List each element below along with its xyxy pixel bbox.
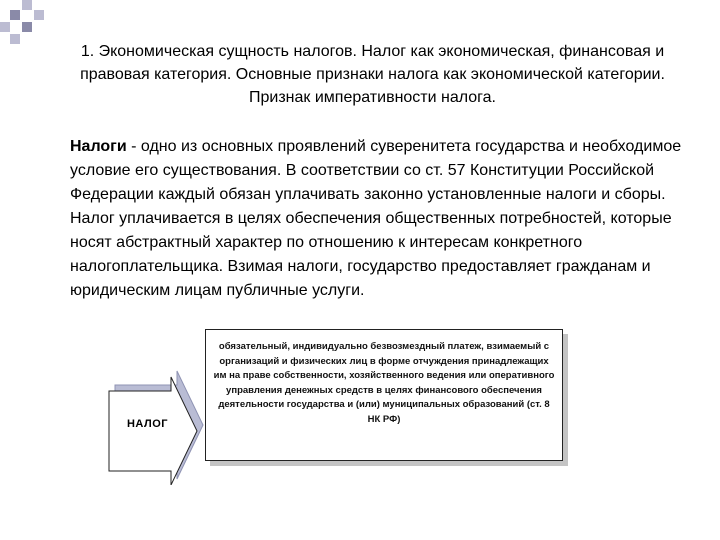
deco-square: [22, 0, 32, 10]
body-term: Налоги: [70, 138, 127, 155]
slide-title: 1. Экономическая сущность налогов. Налог как экономическая, финансовая и правовая категория. Основные признаки налога как экономической категории. Признак императивности налога.: [80, 43, 665, 106]
deco-square: [34, 10, 44, 20]
body-text: - одно из основных проявлений суверенитета государства и необходимое условие его существования. В соответствии со ст. 57 Конституции Российской Федерации каждый обязан уплачивать законно установленные налоги и сборы. Налог уплачивается в целях обеспечения общественных потребностей, которые носят абстрактный характер по отношению к интересам конкретного налогоплательщика. Взимая налоги, государство предоставляет гражданам и юридическим лицам публичные услуги.: [70, 138, 682, 299]
arrow-label: НАЛОГ: [126, 418, 169, 430]
deco-square: [22, 22, 32, 32]
deco-square: [10, 34, 20, 44]
definition-text: обязательный, индивидуально безвозмездный платеж, взимаемый с организаций и физических лиц в форме отчуждения принадлежащих им на праве собственности, хозяйственного ведения или оперативного управления денежных средств в целях финансового обеспечения деятельности государства и (или) муниципальных образований (ст. 8 НК РФ): [213, 341, 555, 425]
deco-square: [10, 10, 20, 20]
body-paragraph: [70, 135, 685, 303]
deco-square: [0, 22, 10, 32]
corner-decoration: [0, 0, 50, 50]
